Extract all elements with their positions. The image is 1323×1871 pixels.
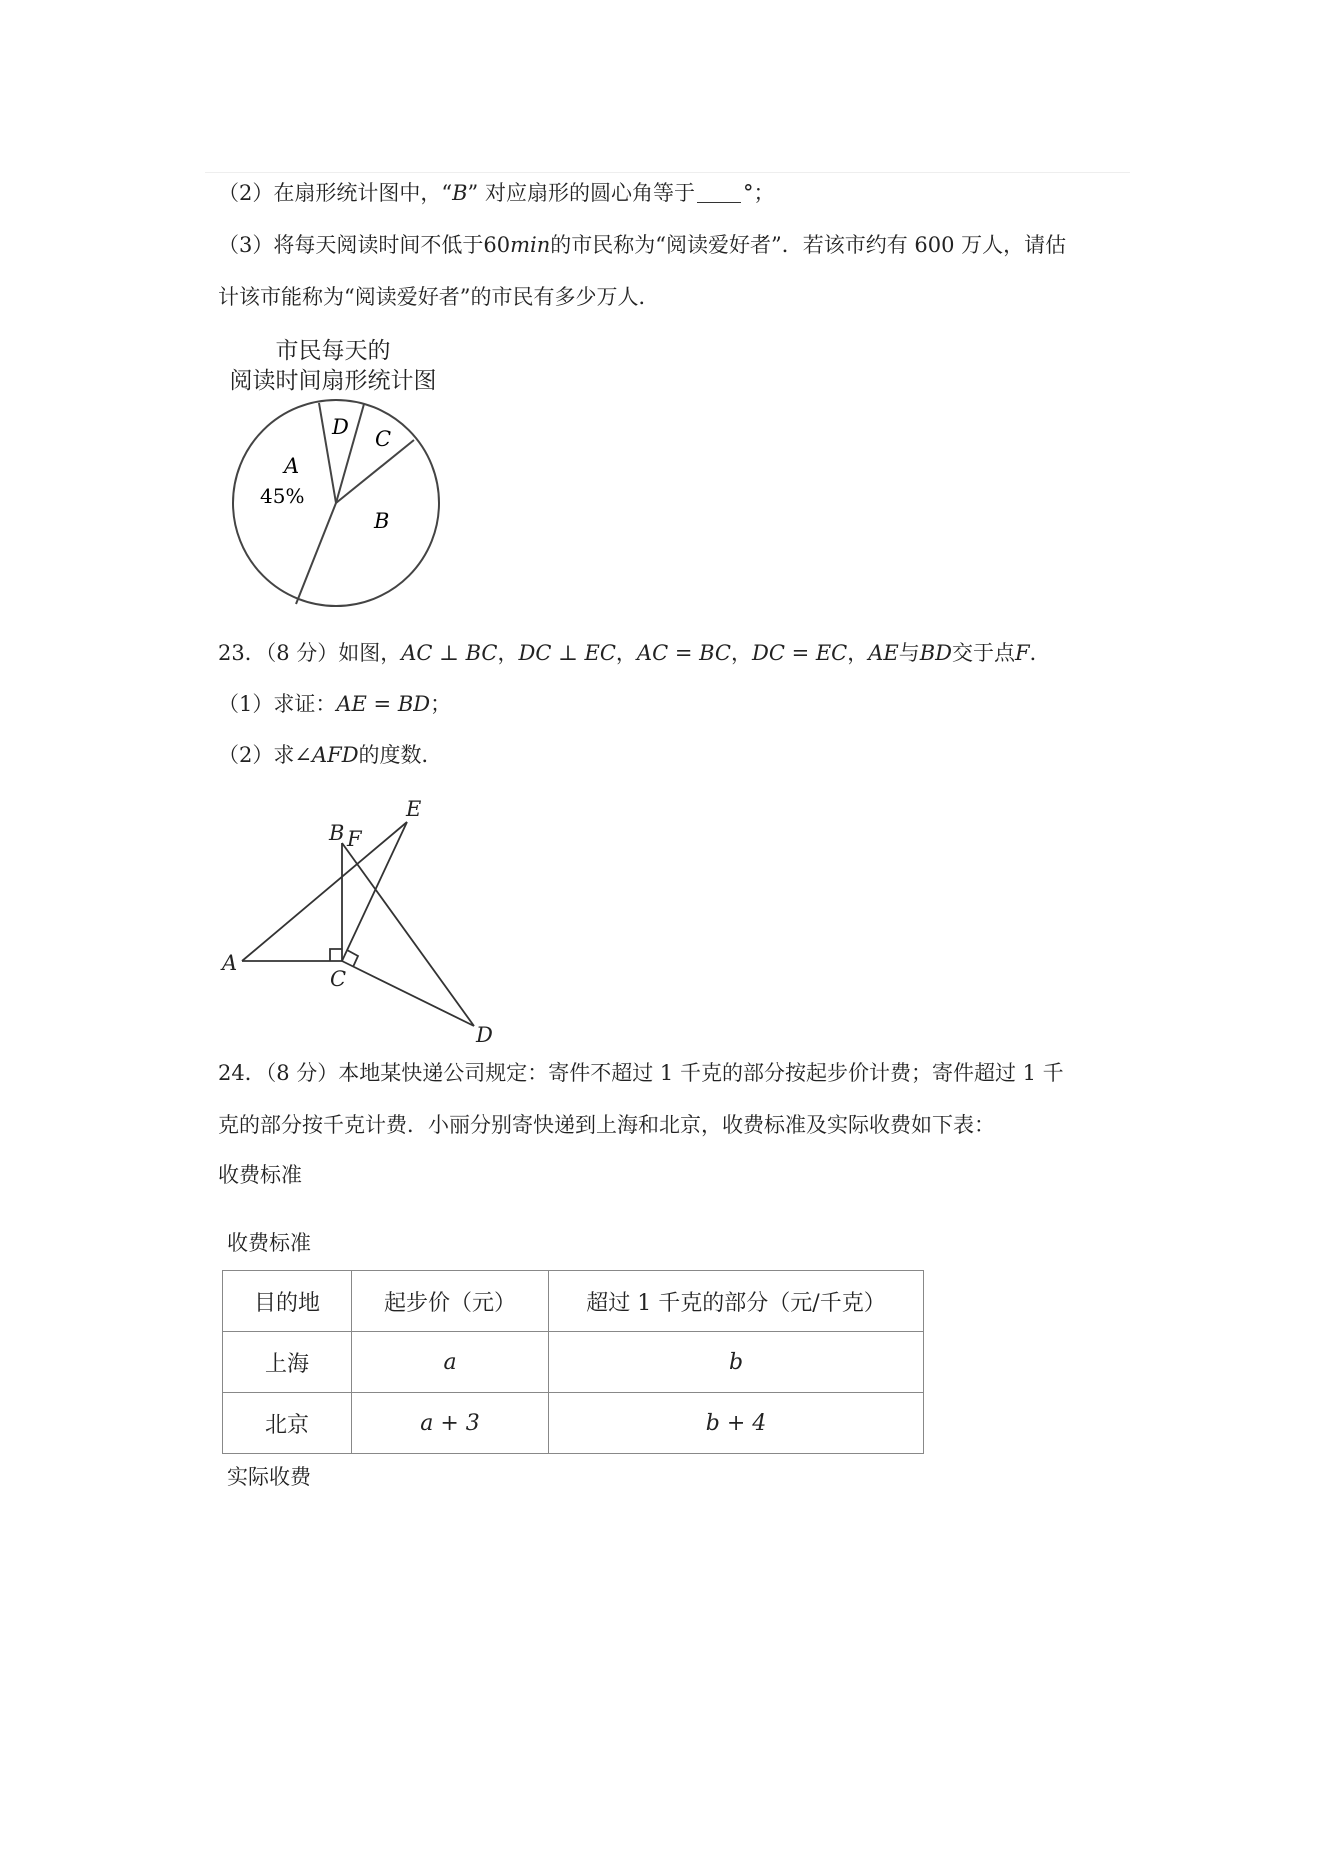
q23-cond-1: AC ⊥ BC [401,641,498,665]
answer-blank [697,182,741,203]
fee-table [222,1270,924,1454]
top-rule [205,172,1130,173]
chart-title-line1: 市民每天的 [275,338,391,364]
q22-part3-text-b: 的市民称为“阅读爱好者”．若该市约有 600 万人，请估 [550,233,1067,257]
label-f: F [347,827,362,851]
q22-part3-line1 [218,230,1066,260]
slice-value-a: 45% [260,484,305,508]
segment-bd [342,843,474,1026]
segment-ae [242,822,407,961]
table-cell: a + 3 [352,1393,549,1454]
q23-seg-bd: BD [919,641,953,665]
q23-point-f: F [1015,641,1030,665]
pie-chart [210,330,455,615]
slice-label-c: C [375,427,392,451]
q23-cond-3: AC = BC [636,641,731,665]
q22-part3-line2: 计该市能称为“阅读爱好者”的市民有多少万人． [218,285,660,309]
table-cell: 北京 [223,1393,352,1454]
table-cell: b + 4 [549,1393,924,1454]
q23-tail: 交于点 [952,641,1016,665]
table-cell: 上海 [223,1332,352,1393]
q23-stem [218,638,1051,668]
label-b: B [329,821,345,845]
q23-seg-ae: AE [868,641,899,665]
table-row [223,1393,924,1454]
sep: ， [730,641,752,665]
q23-number: 23．（8 分）如图， [218,641,402,665]
geometry-figure [210,790,520,1050]
table-header-row [223,1271,924,1332]
q22-part2 [218,178,774,208]
q23-p2-c: 的度数． [358,743,443,767]
q24-line2: 克的部分按千克计费．小丽分别寄快递到上海和北京，收费标准及实际收费如下表： [218,1113,995,1137]
table-caption: 收费标准 [227,1231,311,1255]
q23-p1-expr: AE = BD [336,692,431,716]
table-row [223,1332,924,1393]
segment-cd [342,961,474,1026]
q23-p1-c: ； [430,692,452,716]
slice-divider-ba [296,503,336,604]
table-header-cell: 目的地 [223,1271,352,1332]
q23-p2-a: （2）求 [218,743,295,767]
q24-line1: 24．（8 分）本地某快递公司规定：寄件不超过 1 千克的部分按起步价计费；寄件超过 1 千 [218,1061,1064,1085]
q22-part2-prefix: （2）在扇形统计图中，“ [218,181,453,205]
q24-line3: 收费标准 [218,1163,302,1187]
q22-part2-var: B [452,181,468,205]
conj: 与 [898,641,920,665]
q23-end: ． [1029,641,1051,665]
q22-part2-suffix: °； [742,181,775,205]
q22-part3-text-a: （3）将每天阅读时间不低于 [218,233,484,257]
slice-label-d: D [332,415,349,439]
q23-part1 [218,689,451,719]
slice-label-b: B [374,509,390,533]
table-cell: b [549,1332,924,1393]
q23-p2-angle: ∠AFD [294,743,359,767]
q23-cond-2: DC ⊥ EC [518,641,616,665]
right-angle-mark-acb [330,949,342,961]
label-d: D [476,1023,493,1047]
table-header-cell: 超过 1 千克的部分（元/千克） [549,1271,924,1332]
q22-part3-num: 60 [483,233,511,257]
q22-part2-mid: ” 对应扇形的圆心角等于 [467,181,695,205]
q22-part3-unit: min [510,233,551,257]
table-cell: a [352,1332,549,1393]
q23-part2 [218,740,443,770]
slice-label-a: A [284,454,300,478]
q23-p1-a: （1）求证： [218,692,337,716]
sep: ， [847,641,869,665]
q23-cond-4: DC = EC [751,641,848,665]
sep: ， [497,641,519,665]
label-c: C [330,967,347,991]
actual-fee-caption: 实际收费 [227,1465,311,1489]
label-e: E [406,797,422,821]
sep: ， [615,641,637,665]
table-header-cell: 起步价（元） [352,1271,549,1332]
chart-title-line2: 阅读时间扇形统计图 [229,368,437,394]
label-a: A [222,951,238,975]
